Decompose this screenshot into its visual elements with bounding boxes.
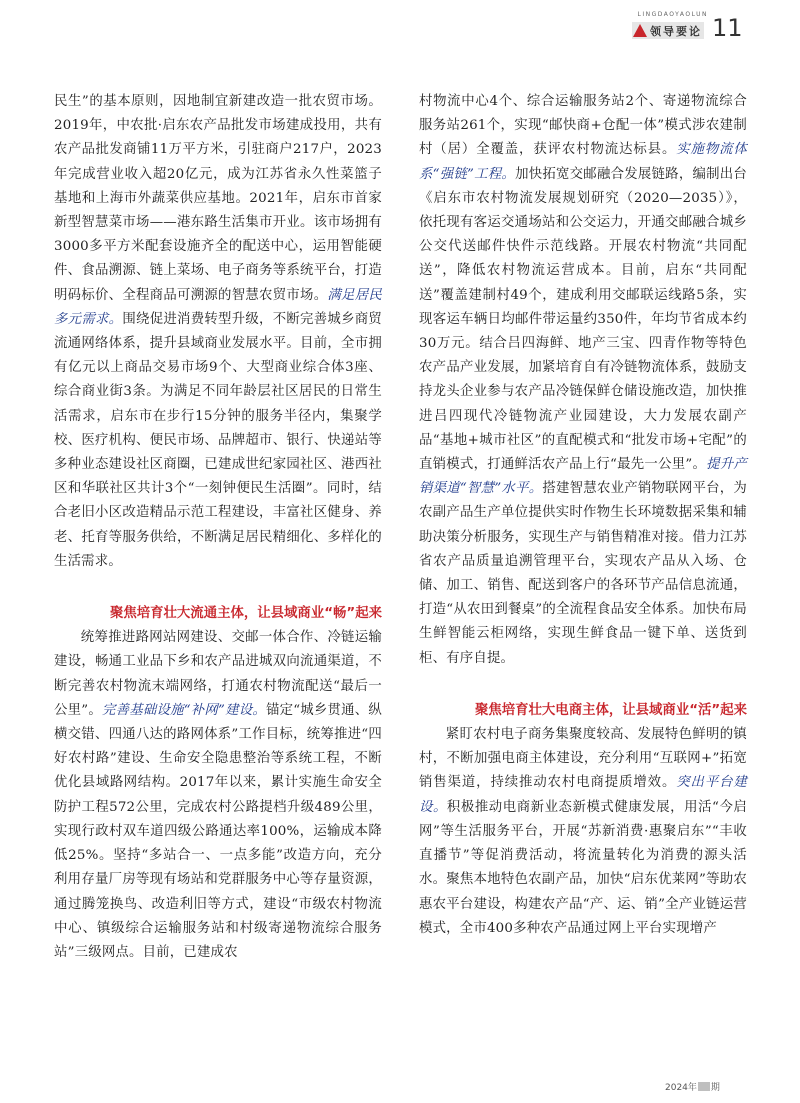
footer-year: 2024年 xyxy=(665,1083,697,1093)
paragraph-text: 加快拓宽交邮融合发展链路，编制出台《启东市农村物流发展规划研究（2020—2035）》，依托现有客运交通场站和公交运力，开通交邮融合城乡公交代送邮件快件示范线路。开展农村物流“共同配送”，降低农村物流运营成本。目前，启东“共同配送”覆盖建制村49个，建成利用交邮联运线路5条，实现客运车辆日均邮件带运量约350件，年均节省成本约30万元。结合吕四海鲜、地产三宝、四青作物等特色农产品产业发展，加紧培育自有冷链物流体系，鼓励支持龙头企业参与农产品冷链保鲜仓储设施改造，加快推进吕四现代冷链物流产业园建设，大力发展农副产品“基地+城市社区”的直配模式和“批发市场+宅配”的直销模式，打通鲜活农产品上行“最先一公里”。 xyxy=(419,166,747,473)
paragraph xyxy=(54,90,382,574)
footer-issue-suffix: 期 xyxy=(710,1083,720,1093)
highlight-phrase: 完善基础设施“补网”建设。 xyxy=(101,702,266,718)
section-heading: 聚焦培育壮大流通主体，让县域商业“畅”起来 xyxy=(109,606,382,622)
paragraph-text: 积极推动电商新业态新模式健康发展，用活“今启网”等生活服务平台，开展“苏新消费·惠聚启东”“丰收直播节”等促消费活动，将流量转化为消费的源头活水。聚焦本地特色农副产品，加快“启东优莱网”等助农惠农平台建设，构建农产品“产、运、销”全产业链运营模式，全市400多种农产品通过网上平台实现增产 xyxy=(419,799,748,936)
highlight-phrase: 实施物流体系“强链”工程。 xyxy=(419,142,748,182)
paragraph-text: 紧盯农村电子商务集聚度较高、发展特色鲜明的镇村，不断加强电商主体建设，充分利用“互联网+”拓宽销售渠道，持续推动农村电商提质增效。 xyxy=(419,727,747,791)
page-header xyxy=(0,0,800,50)
paragraph xyxy=(419,90,747,671)
paragraph-text: 围绕促进消费转型升级，不断完善城乡商贸流通网络体系，提升县域商业发展水平。目前，全市拥有亿元以上商品交易市场9个、大型商业综合体3座、综合商业街3条。为满足不同年龄层社区居民的日常生活需求，启东市在步行15分钟的服务半径内，集聚学校、医疗机构、便民市场、品牌超市、银行、快递站等多种业态建设社区商圈，已建成世纪家园社区、港西社区和华联社区共计3个“一刻钟便民生活圈”。同时，结合老旧小区改造精品示范工程建设，丰富社区健身、养老、托育等服务供给，不断满足居民精细化、多样化的生活需求。 xyxy=(54,311,382,569)
paragraph-text: 村物流中心4个、综合运输服务站2个、寄递物流综合服务站261个，实现“邮快商+仓配一体”模式涉农建制村（居）全覆盖，获评农村物流达标县。 xyxy=(419,94,747,158)
highlight-phrase: 提升产销渠道“智慧”水平。 xyxy=(419,457,747,497)
triangle-icon xyxy=(633,24,647,37)
highlight-phrase: 满足居民多元需求。 xyxy=(54,287,382,327)
highlight-phrase: 突出平台建设。 xyxy=(419,775,748,815)
paragraph-text: 锚定“城乡贯通、纵横交错、四通八达的路网体系”工作目标，统筹推进“四好农村路”建设、生命安全隐患整治等系统工程，不断优化县域路网结构。2017年以来，累计实施生命安全防护工程572公里，完成农村公路提档升级489公里，实现行政村双车道四级公路通达率100%，运输成本降低25%。坚持“多站合一、一点多能”改造方向，充分利用存量厂房等现有场站和党群服务中心等存量资源，通过腾笼换鸟、改造利旧等方式，建设“市级农村物流中心、镇级综合运输服务站和村级寄递物流综合服务站”三级网点。目前，已建成农 xyxy=(54,702,382,960)
left-column xyxy=(54,90,382,965)
paragraph-text: 搭建智慧农业产销物联网平台，为农副产品生产单位提供实时作物生长环境数据采集和辅助决策分析服务，实现生产与销售精准对接。借力江苏省农产品质量追溯管理平台，实现农产品从入场、仓储、加工、销售、配送到客户的各环节产品信息流通，打造“从农田到餐桌”的全流程食品安全体系。加快布局生鲜智能云柜网络，实现生鲜食品一键下单、送货到柜、有序自提。 xyxy=(419,481,747,666)
paragraph xyxy=(419,723,747,941)
section-title: 领导要论 xyxy=(650,25,702,38)
brand-english: LINGDAOYAOLUN xyxy=(637,11,708,18)
paragraph-text: 民生”的基本原则，因地制宜新建改造一批农贸市场。2019年，中农批·启东农产品批发市场建成投用，共有农产品批发商铺11万平方米，引驻商户217户，2023年完成营业收入超20亿元，成为江苏省永久性菜篮子基地和上海市外蔬菜供应基地。2021年，启东市首家新型智慧菜市场——港东路生活集市开业。该市场拥有3000多平方米配套设施齐全的配送中心，运用智能硬件、食品溯源、链上菜场、电子商务等系统平台，打造明码标价、全程商品可溯源的智慧农贸市场。 xyxy=(54,94,382,303)
right-column xyxy=(419,90,747,941)
issue-number-box xyxy=(698,1082,710,1091)
paragraph-text: 统筹推进路网站网建设、交邮一体合作、冷链运输建设，畅通工业品下乡和农产品进城双向流通渠道，不断完善农村物流末端网络，打通农村物流配送“最后一公里”。 xyxy=(54,630,382,718)
page-number: 11 xyxy=(712,14,743,42)
page-footer xyxy=(665,1080,720,1093)
paragraph xyxy=(54,626,382,965)
section-heading: 聚焦培育壮大电商主体，让县域商业“活”起来 xyxy=(474,702,747,718)
